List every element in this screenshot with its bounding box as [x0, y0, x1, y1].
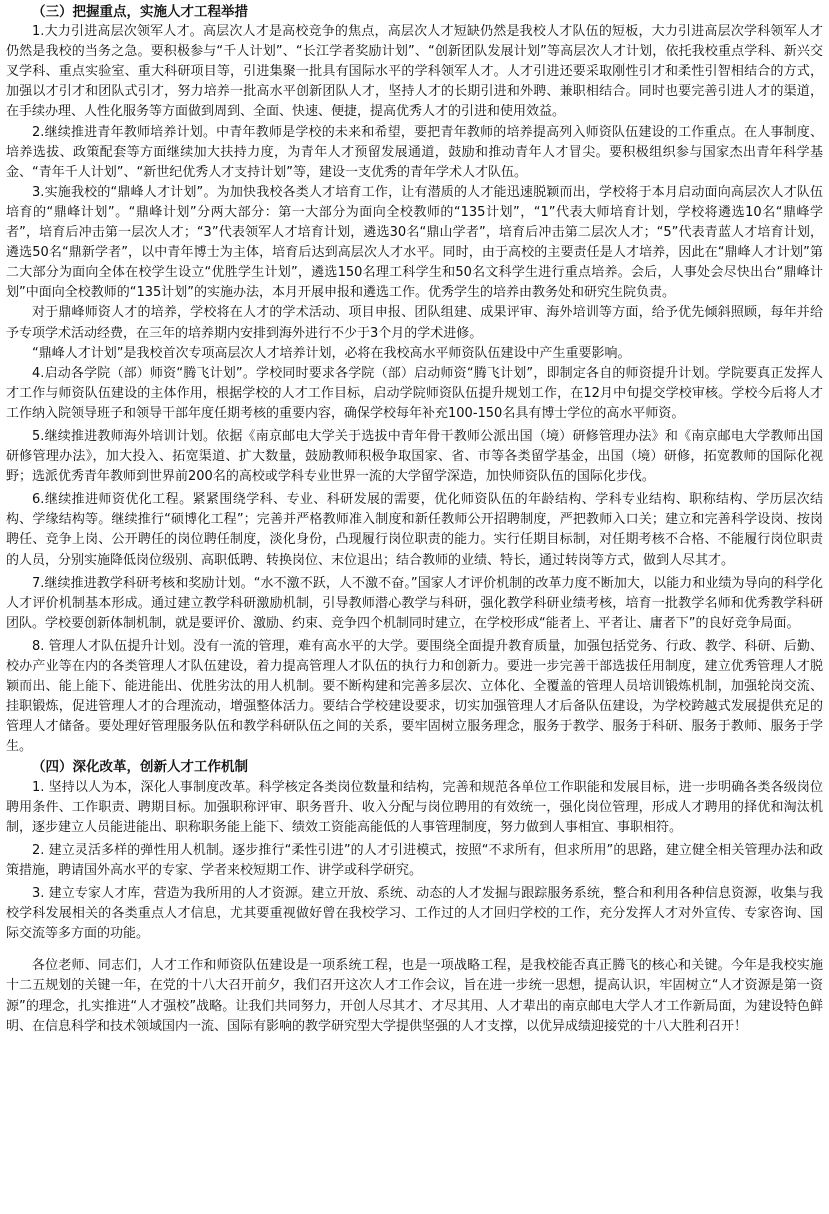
section-3-heading: （三）把握重点，实施人才工程举措 [32, 4, 248, 20]
section-4-heading: （四）深化改革，创新人才工作机制 [32, 759, 248, 776]
s3-paragraph-1: 1.大力引进高层次领军人才。高层次人才是高校竞争的焦点，高层次人才短缺仍然是我校人才队伍的短板，大力引进高层次学科领军人才仍然是我校的当务之急。要积极参与“千人计划”、“长江学者奖励计划”、“创新团队发展计划”等高层次人才计划，依托我校重点学科、新兴交叉学科、重点实验室、重大科研项目等，引进集聚一批具有国际水平的学科领军人才。人才引进还要采取刚性引才和柔性引智相结合的方式，加强以才引才和团队式引才，努力培养一批高水平创新团队人才，坚持人才的长期引进和外聘、兼职相结合。同时也要完善引进人才的渠道，在手续办理、人性化服务等方面做到周到、全面、快速、便捷，提高优秀人才的引进和使用效益。 [6, 24, 823, 120]
s3-paragraph-7: 5.继续推进教师海外培训计划。依据《南京邮电大学关于选拔中青年骨干教师公派出国（境）研修管理办法》和《南京邮电大学教师出国研修管理办法》，加大投入、拓宽渠道、扩大数量，鼓励教师积极争取国家、省、市等各类留学基金，出国（境）研修，拓宽教师的国际化视野；选派优秀青年教师到世界前200名的高校或学科专业世界一流的大学留学深造，加快师资队伍的国际化步伐。 [6, 428, 823, 485]
s3-paragraph-3: 3.实施我校的“鼎峰人才计划”。为加快我校各类人才培育工作，让有潜质的人才能迅速脱颖而出，学校将于本月启动面向高层次人才队伍培育的“鼎峰计划”。“鼎峰计划”分两大部分：第一大部分为面向全校教师的“135计划”，“1”代表大师培育计划，学校将遴选10名“鼎峰学者”，培育后冲击第一层次人才；“3”代表领军人才培育计划，遴选30名“鼎山学者”，培育后冲击第二层次人才；“5”代表青蓝人才培育计划，遴选50名“鼎新学者”，以中青年博士为主体，培育后达到高层次人才水平。同时，由于高校的主要责任是人才培养，因此在“鼎峰人才计划”第二大部分为面向全体在校学生设立“优胜学生计划”，遴选150名理工科学生和50名文科学生进行重点培养。会后，人事处会尽快出台“鼎峰计划”中面向全校教师的“135计划”的实施办法，本月开展申报和遴选工作。优秀学生的培养由教务处和研究生院负责。 [6, 184, 823, 301]
s3-paragraph-9: 7.继续推进教学科研考核和奖励计划。“水不激不跃，人不激不奋。”国家人才评价机制的改革力度不断加大，以能力和业绩为导向的科学化人才评价机制基本形成。通过建立教学科研激励机制，引导教师潜心教学与科研，强化教学科研业绩考核，培育一批教学名师和优秀教学科研团队。学校要创新体制机制，就是要评价、激励、约束、竞争四个机制同时建立，在学校形成“能者上、平者让、庸者下”的良好竞争局面。 [6, 575, 823, 631]
closing-paragraph: 各位老师、同志们，人才工作和师资队伍建设是一项系统工程，也是一项战略工程，是我校能否真正腾飞的核心和关键。今年是我校实施十二五规划的关键一年，在党的十八大召开前夕，我们召开这次人才工作会议，旨在进一步统一思想，提高认识，牢固树立“人才资源是第一资源”的理念，扎实推进“人才强校”战略。让我们共同努力，开创人尽其才、才尽其用、人才辈出的南京邮电大学人才工作新局面，为建设特色鲜明、在信息科学和技术领域国内一流、国际有影响的教学研究型大学提供坚强的人才支撑，以优异成绩迎接党的十八大胜利召开！ [6, 958, 823, 1034]
s3-paragraph-8: 6.继续推进师资优化工程。紧紧围绕学科、专业、科研发展的需要，优化师资队伍的年龄结构、学科专业结构、职称结构、学历层次结构、学缘结构等。继续推行“硕博化工程”；完善并严格教师准入制度和新任教师公开招聘制度，严把教师入口关；建立和完善科学设岗、按岗聘任、竞争上岗、公开聘任的岗位聘任制度，淡化身份，凸现履行岗位职责的能力。实行任期目标制，对任期考核不合格、不能履行岗位职责的人员，分别实施降低岗位级别、高职低聘、转换岗位、末位退出；结合教师的业绩、特长，通过转岗等方式，做到人尽其才。 [6, 492, 823, 568]
s3-paragraph-6: 4.启动各学院（部）师资“腾飞计划”。学校同时要求各学院（部）启动师资“腾飞计划”，即制定各自的师资提升计划。学院要真正发挥人才工作与师资队伍建设的主体作用，根据学校的人才工作目标，启动学院师资队伍提升规划工作，在12月中旬提交学校审核。学校今后将人才工作纳入院领导班子和领导干部年度任期考核的重要内容，确保学校每年补充100-150名具有博士学位的高水平师资。 [6, 365, 823, 421]
s4-paragraph-1: 1. 坚持以人为本，深化人事制度改革。科学核定各类岗位数量和结构，完善和规范各单位工作职能和发展目标，进一步明确各类各级岗位聘用条件、工作职责、聘期目标。加强职称评审、职务晋升、收入分配与岗位聘用的有效统一，强化岗位管理，形成人才聘用的择优和淘汰机制，逐步建立人员能进能出、职称职务能上能下、绩效工资能高能低的人事管理制度，努力做到人事相宜、事职相符。 [6, 779, 823, 835]
s3-paragraph-4: 对于鼎峰师资人才的培养，学校将在人才的学术活动、项目申报、团队组建、成果评审、海外培训等方面，给予优先倾斜照顾，每年并给予专项学术活动经费，在三年的培养期内安排到海外进行不少于3个月的学术进修。 [6, 305, 823, 341]
s4-paragraph-2: 2. 建立灵活多样的弹性用人机制。逐步推行“柔性引进”的人才引进模式，按照“不求所有，但求所用”的思路，建立健全相关管理办法和政策措施，聘请国外高水平的专家、学者来校短期工作、讲学或科学研究。 [6, 842, 823, 878]
s3-paragraph-2: 2.继续推进青年教师培养计划。中青年教师是学校的未来和希望，要把青年教师的培养提高列入师资队伍建设的工作重点。在人事制度、培养选拔、政策配套等方面继续加大扶持力度，为青年人才预留发展通道，鼓励和推动青年人才冒尖。要积极组织参与国家杰出青年科学基金、“青年千人计划”、“新世纪优秀人才支持计划”等，建设一支优秀的青年学术人才队伍。 [6, 124, 823, 180]
s4-paragraph-3: 3. 建立专家人才库，营造为我所用的人才资源。建立开放、系统、动态的人才发掘与跟踪服务系统，整合和利用各种信息资源，收集与我校学科发展相关的各类重点人才信息，尤其要重视做好曾在我校学习、工作过的人才回归学校的工作，充分发挥人才对外宣传、专家咨询、国际交流等多方面的功能。 [6, 886, 823, 942]
s3-paragraph-10: 8. 管理人才队伍提升计划。没有一流的管理，难有高水平的大学。要围绕全面提升教育质量，加强包括党务、行政、教学、科研、后勤、校办产业等在内的各类管理人才队伍建设，着力提高管理人才队伍的执行力和创新力。要进一步完善干部选拔任用制度，建立优秀管理人才脱颖而出、能上能下、能进能出、优胜劣汰的用人机制。要不断构建和完善多层次、立体化、全覆盖的管理人员培训锻炼机制，加强轮岗交流、挂职锻炼，促进管理人才的合理流动，增强整体活力。要结合学校建设要求，切实加强管理人才后备队伍建设，为学校跨越式发展提供充足的管理人才储备。要处理好管理服务队伍和教学科研队伍之间的关系，要牢固树立服务理念，服务于教学、服务于科研、服务于教师、服务于学生。 [6, 638, 823, 755]
s3-paragraph-5: “鼎峰人才计划”是我校首次专项高层次人才培养计划，必将在我校高水平师资队伍建设中产生重要影响。 [32, 345, 631, 361]
